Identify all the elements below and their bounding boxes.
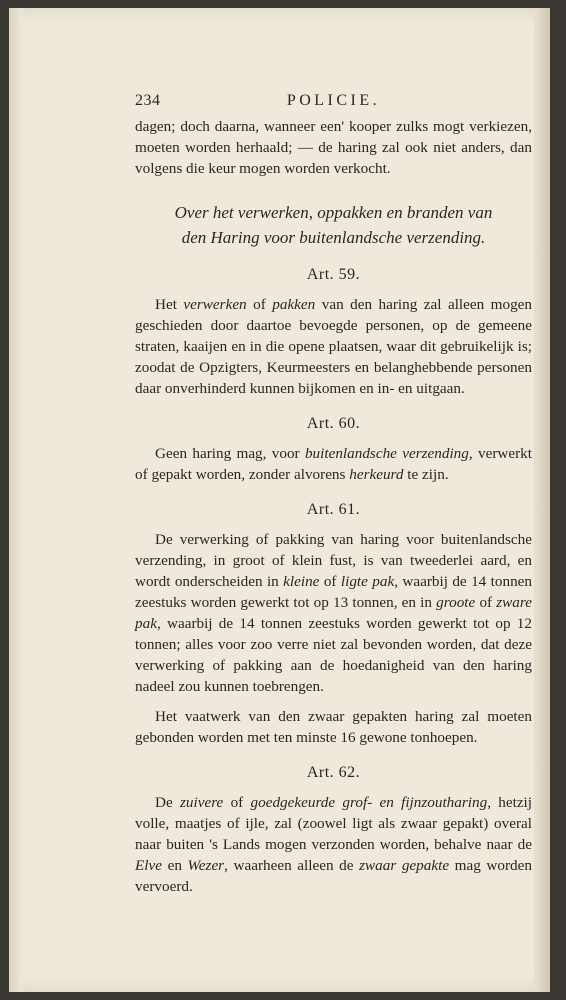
article-62-text: De zuivere of goedgekeurde grof- en fijnzoutharing, hetzij volle, maatjes of ijle, zal (zoowel ligt als zwaar gepakt) overal naar buiten 's Lands mogen verzonden worden, behalve naar de Elve en Wezer, waarheen alleen de zwaar gepakte mag worden vervoerd. xyxy=(135,794,532,895)
article-59-heading: Art. 59. xyxy=(306,266,361,283)
page-binding xyxy=(9,8,23,992)
article-61-heading: Art. 61. xyxy=(306,501,361,518)
running-header xyxy=(135,90,532,116)
page-edge xyxy=(534,8,550,992)
section-title xyxy=(135,200,532,250)
article-61-text-2: Het vaatwerk van den zwaar gepakten haring zal moeten gebonden worden met ten minste 16 gewone tonhoepen. xyxy=(135,708,532,746)
article-60-heading: Art. 60. xyxy=(306,415,361,432)
article-60-text: Geen haring mag, voor buitenlandsche verzending, verwerkt of gepakt worden, zonder alvorens herkeurd te zijn. xyxy=(135,445,532,483)
page-number: 234 xyxy=(135,92,161,109)
intro-paragraph: dagen; doch daarna, wanneer een' kooper zulks mogt verkiezen, moeten worden herhaald; — de haring zal ook niet anders, dan volgens die keur mogen worden verkocht. xyxy=(135,118,532,177)
running-title: POLICIE. xyxy=(286,92,381,109)
article-59-text: Het verwerken of pakken van den haring zal alleen mogen geschieden door daartoe bevoegde personen, op de gemeene straten, kaaijen en in die opene plaatsen, waar dit gebruikelijk is; zoodat de Opzigters, Keurmeesters en belanghebbende personen daar onverhinderd kunnen bijkomen en in- en uitgaan. xyxy=(135,296,533,397)
section-title-line2: den Haring voor buitenlandsche verzending. xyxy=(181,228,486,247)
book-page xyxy=(9,8,550,992)
article-62-heading: Art. 62. xyxy=(306,764,361,781)
section-title-line1: Over het verwerken, oppakken en branden van xyxy=(174,203,493,222)
article-61-text: De verwerking of pakking van haring voor buitenlandsche verzending, in groot of klein fust, is van tweederlei aard, en wordt onderscheiden in kleine of ligte pak, waarbij de 14 tonnen zeestuks worden gewerkt tot op 13 tonnen, en in groote of zware pak, waarbij de 14 tonnen zeestuks worden gewerkt tot op 12 tonnen; alles voor zoo verre niet zal bevonden worden, dat deze verwerking of pakking aan de hoedanigheid van den haring nadeel zou kunnen toebrengen. xyxy=(135,531,532,695)
page-content xyxy=(135,90,532,897)
